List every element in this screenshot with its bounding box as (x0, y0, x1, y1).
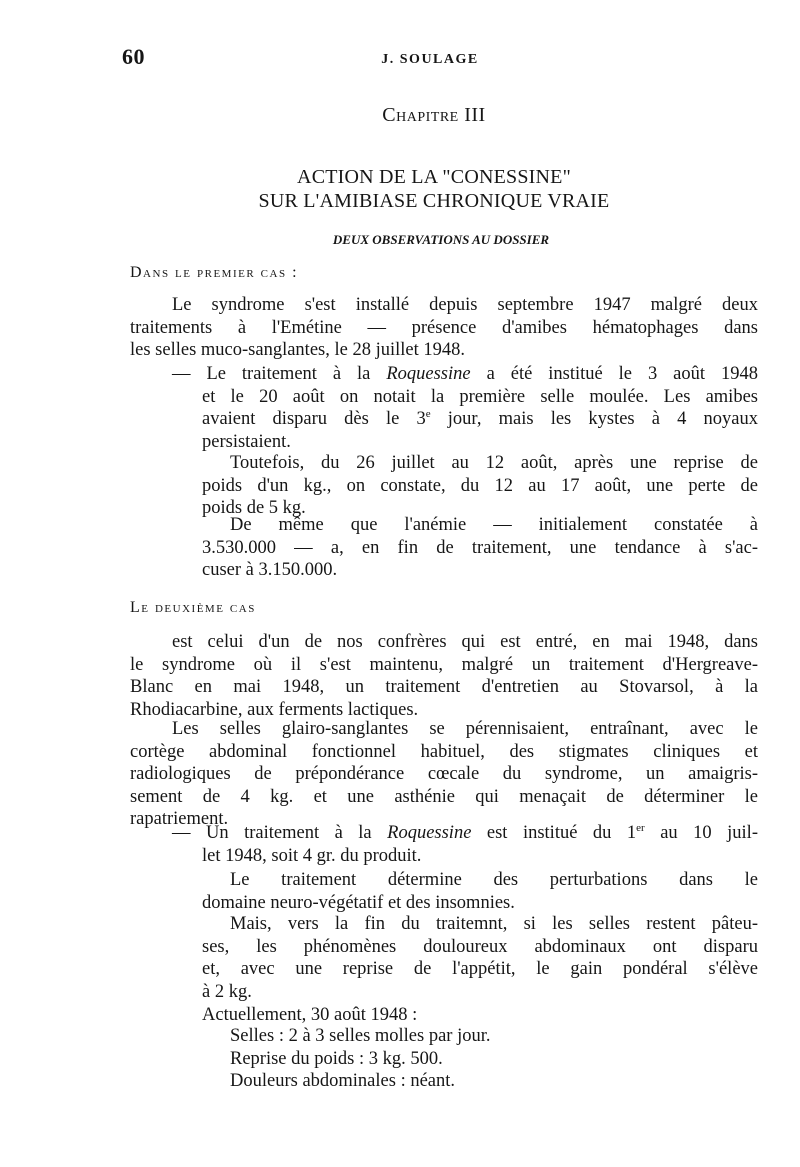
case-2-paragraph-1 (130, 631, 758, 721)
text-line (130, 408, 758, 431)
case-2-heading: Le deuxième cas (130, 599, 256, 616)
text-run: — Le traitement à la (172, 364, 387, 384)
text-line: Le traitement détermine des perturbations dans le (230, 870, 758, 890)
text-line: les selles muco-sanglantes, le 28 juillet 1948. (130, 340, 465, 360)
case-1-paragraph-2 (130, 363, 758, 453)
case-1-heading: Dans le premier cas : (130, 264, 299, 281)
drug-name: Roquessine (386, 364, 471, 384)
case-2-paragraph-5 (130, 913, 758, 1003)
text-line: 3.530.000 — a, en fin de traitement, une tendance à s'ac- (202, 537, 758, 558)
text-run: est institué du 1 (471, 823, 637, 843)
text-line: à 2 kg. (202, 981, 252, 1002)
text-line: radiologiques de prépondérance cœcale du syndrome, un amaigris- (130, 764, 758, 784)
text-line: Blanc en mai 1948, un traitement d'entretien au Stovarsol, à la (130, 677, 758, 697)
text-run: au 10 juil- (644, 823, 758, 843)
text-line: Les selles glairo-sanglantes se pérennisaient, entraînant, avec le (172, 719, 758, 739)
result-item: Reprise du poids : 3 kg. 500. (230, 1048, 443, 1069)
chapter-title-line-1: ACTION DE LA "CONESSINE" (297, 166, 571, 188)
text-line: Rhodiacarbine, aux ferments lactiques. (130, 699, 419, 720)
text-line: persistaient. (202, 431, 291, 452)
text-line: poids d'un kg., on constate, du 12 au 17 août, une perte de (202, 475, 758, 496)
text-line: De même que l'anémie — initialement constatée à (230, 515, 758, 535)
case-1-paragraph-3 (130, 452, 758, 520)
text-line: cuser à 3.150.000. (202, 560, 338, 580)
text-line: domaine neuro-végétatif et des insomnies. (202, 892, 515, 913)
chapter-title-line-2: SUR L'AMIBIASE CHRONIQUE VRAIE (258, 190, 610, 212)
text-line (130, 363, 758, 386)
text-line (130, 822, 758, 845)
text-line: let 1948, soit 4 gr. du produit. (202, 845, 422, 866)
text-line: Toutefois, du 26 juillet au 12 août, après une reprise de (230, 453, 758, 473)
text-line: Actuellement, 30 août 1948 : (202, 1005, 418, 1025)
chapter-label: Chapitre III (382, 104, 486, 126)
text-line: le syndrome où il s'est maintenu, malgré un traitement d'Hergreave- (130, 654, 758, 675)
text-run: avaient disparu dès le 3 (202, 409, 426, 429)
superscript: er (636, 821, 645, 834)
case-1-paragraph-1 (130, 294, 758, 362)
text-run: — Un traitement à la (172, 823, 388, 843)
text-line: Le syndrome s'est installé depuis septembre 1947 malgré deux (172, 295, 758, 315)
text-line: est celui d'un de nos confrères qui est entré, en mai 1948, dans (172, 632, 758, 652)
result-item: Selles : 2 à 3 selles molles par jour. (230, 1026, 491, 1046)
case-2-paragraph-3 (130, 822, 758, 867)
current-status-line (130, 1004, 758, 1027)
text-line: Mais, vers la fin du traitemnt, si les selles restent pâteu- (230, 914, 758, 934)
drug-name: Roquessine (387, 823, 472, 843)
case-2-paragraph-2 (130, 718, 758, 831)
text-line: rapatriement. (130, 809, 229, 829)
text-run: a été institué le 3 août 1948 (470, 364, 758, 384)
results-list (130, 1025, 758, 1093)
page-number: 60 (122, 44, 145, 69)
text-line: et, avec une reprise de l'appétit, le gain pondéral s'élève (202, 959, 758, 979)
text-line: sement de 4 kg. et une asthénie qui menaçait de déterminer le (130, 786, 758, 807)
superscript: e (425, 407, 431, 420)
running-head: J. SOULAGE (381, 52, 479, 67)
chapter-subtitle: DEUX OBSERVATIONS AU DOSSIER (332, 232, 550, 247)
result-item: Douleurs abdominales : néant. (230, 1071, 456, 1091)
text-line: cortège abdominal fonctionnel habituel, des stigmates cliniques et (130, 741, 758, 762)
text-line: poids de 5 kg. (202, 498, 306, 518)
text-line: ses, les phénomènes douloureux abdominaux ont disparu (202, 936, 758, 957)
case-2-paragraph-4 (130, 869, 758, 914)
text-line: et le 20 août on notait la première selle moulée. Les amibes (202, 386, 758, 407)
text-run: jour, mais les kystes à 4 noyaux (430, 409, 758, 429)
case-1-paragraph-4 (130, 514, 758, 582)
text-line: traitements à l'Emétine — présence d'amibes hématophages dans (130, 317, 758, 338)
